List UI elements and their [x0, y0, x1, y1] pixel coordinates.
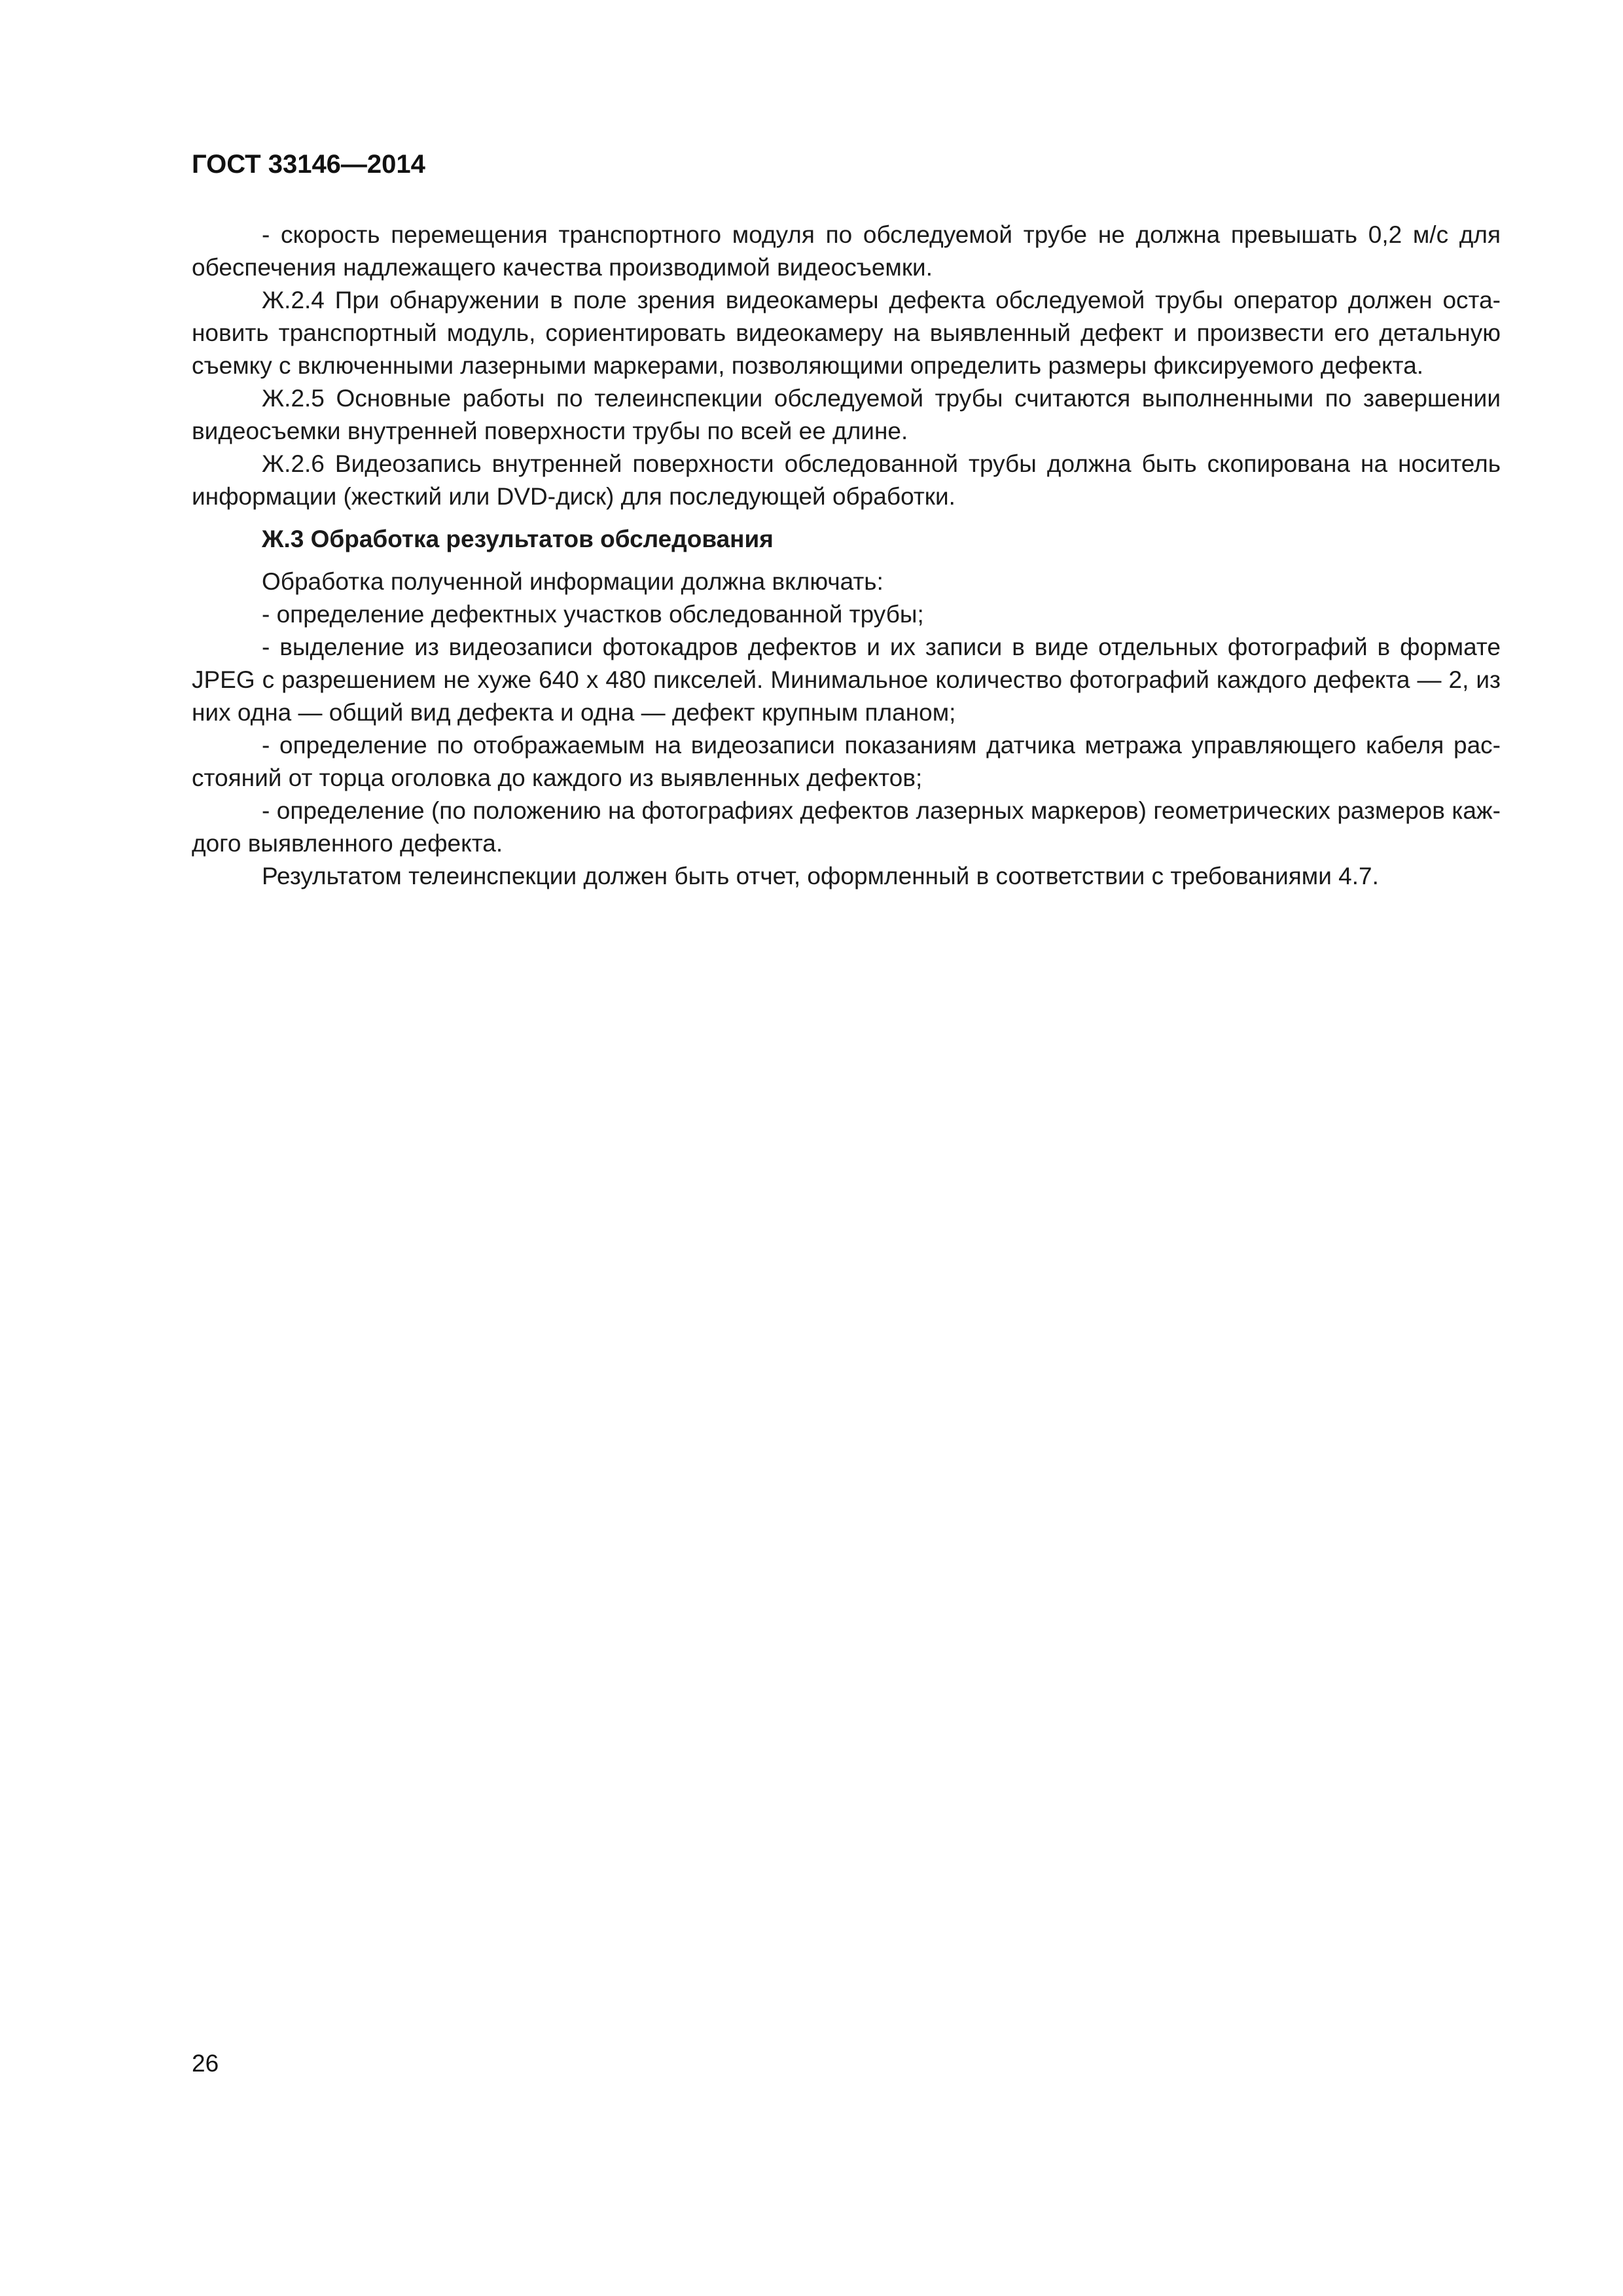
paragraph: Ж.2.5 Основные работы по телеинспекции обследуемой трубы считаются выполненными по завершении видеосъемки внутренней поверхности трубы по всей ее длине. [192, 385, 1501, 444]
paragraph: Ж.2.6 Видеозапись внутренней поверхности обследованной трубы должна быть скопирована на носитель информации (жесткий или DVD-диск) для последующей обработки. [192, 450, 1501, 510]
paragraph: Обработка полученной информации должна включать: [262, 568, 883, 595]
list-item: - определение дефектных участков обследованной трубы; [262, 601, 924, 628]
paragraph: Ж.2.4 При обнаружении в поле зрения видеокамеры дефекта обследуемой трубы оператор должен остановить транспортный модуль, сориентировать видеокамеру на выявленный дефект и произвести его детальную съемку с включенными лазерными маркерами, позволяющими определить размеры фиксируемого дефекта. [192, 287, 1501, 379]
section-heading: Ж.3 Обработка результатов обследования [262, 526, 774, 552]
page-number: 26 [192, 2050, 219, 2077]
standard-header: ГОСТ 33146—2014 [192, 150, 425, 179]
paragraph: Результатом телеинспекции должен быть отчет, оформленный в соответствии с требованиями 4.7. [262, 863, 1379, 889]
list-item: - определение (по положению на фотографиях дефектов лазерных маркеров) геометрических размеров каждого выявленного дефекта. [192, 797, 1501, 857]
list-item: - определение по отображаемым на видеозаписи показаниям датчика метража управляющего кабеля расстояний от торца оголовка до каждого из выявленных дефектов; [192, 732, 1501, 791]
document-body [192, 219, 1501, 893]
list-item: - выделение из видеозаписи фотокадров дефектов и их записи в виде отдельных фотографий в формате JPEG с разрешением не хуже 640 x 480 пикселей. Минимальное количество фотографий каждого дефекта — 2, из них одна — общий вид дефекта и одна — дефект крупным планом; [192, 634, 1501, 726]
paragraph: - скорость перемещения транспортного модуля по обследуемой трубе не должна превышать 0,2 м/с для обеспечения надлежащего качества производимой видеосъемки. [192, 221, 1501, 281]
